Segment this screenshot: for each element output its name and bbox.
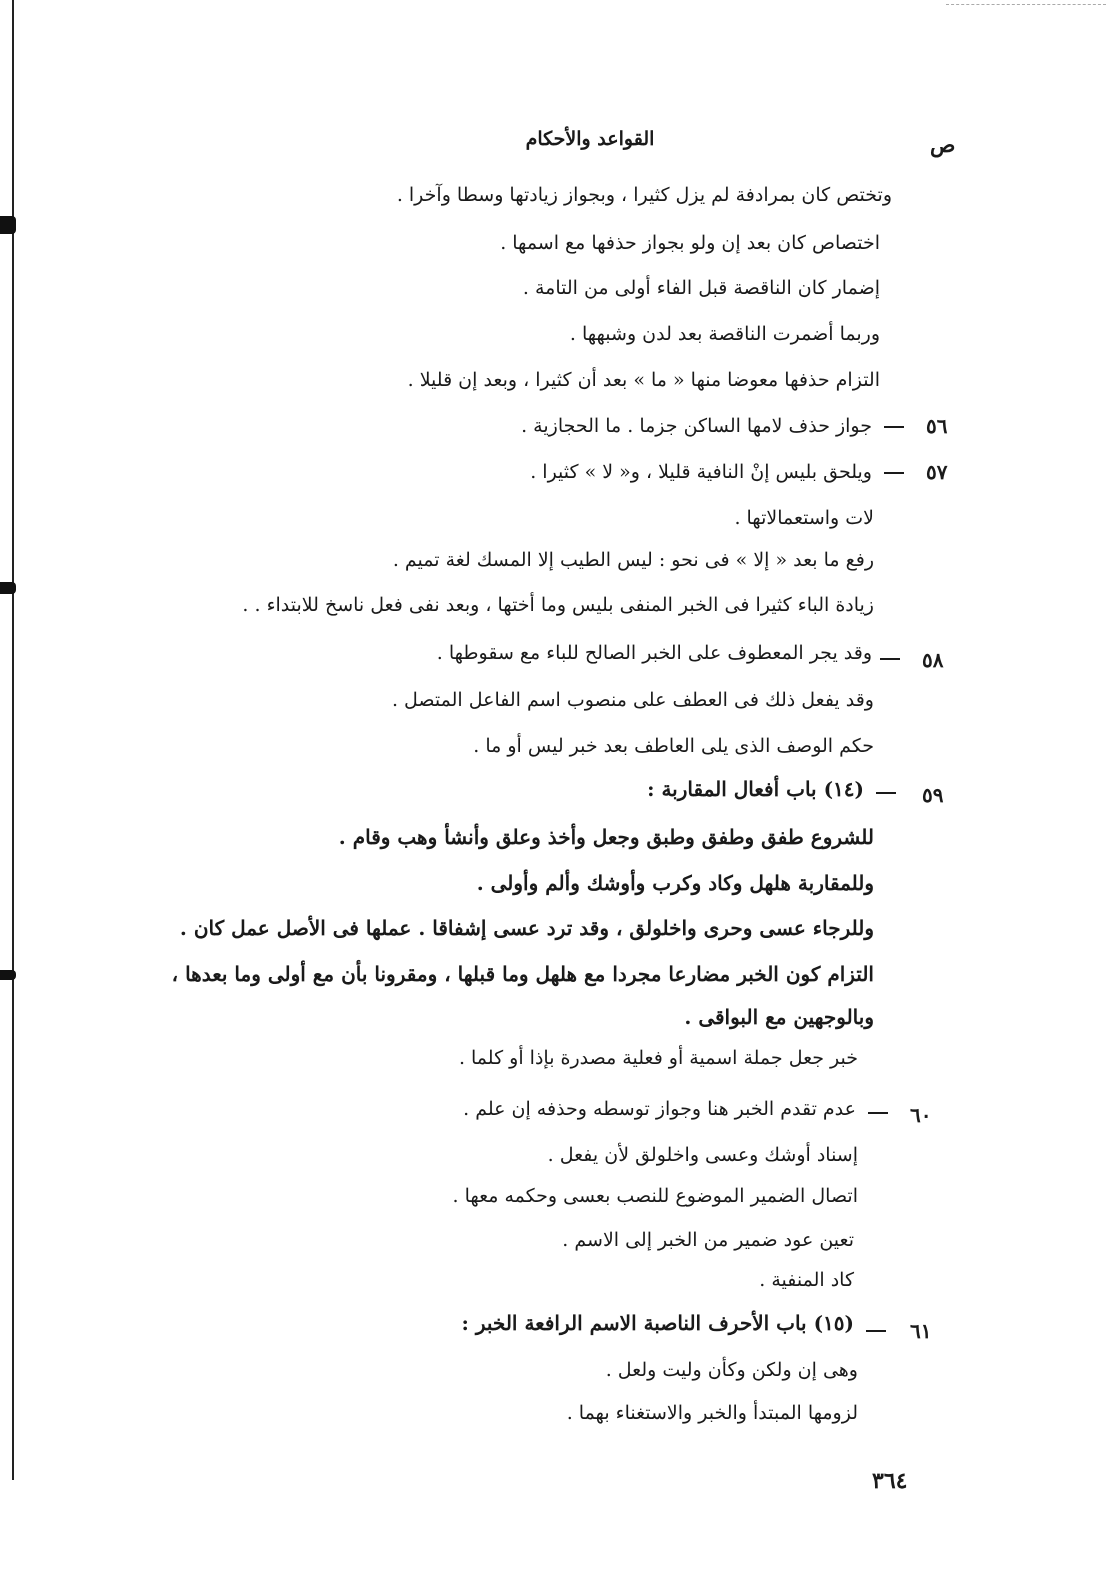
section-number: ٦١	[910, 1319, 932, 1343]
running-header-letter: ص	[930, 132, 956, 157]
text-line: وللرجاء عسى وحرى واخلولق ، وقد ترد عسى إشفاقا . عملها فى الأصل عمل كان .	[179, 916, 874, 940]
edge-mark	[0, 582, 16, 594]
dash	[868, 1112, 888, 1114]
text-line: عدم تقدم الخبر هنا وجواز توسطه وحذفه إن علم .	[463, 1098, 856, 1120]
text-line: وقد يجر المعطوف على الخبر الصالح للباء مع سقوطها .	[436, 642, 872, 664]
text-line: وللمقاربة هلهل وكاد وكرب وأوشك وألم وأولى .	[476, 871, 874, 895]
section-number: ٥٨	[922, 648, 944, 672]
dash	[884, 426, 904, 428]
page-number: ٣٦٤	[872, 1468, 908, 1494]
text-line: التزام حذفها معوضا منها « ما » بعد أن كثيرا ، وبعد إن قليلا .	[407, 369, 880, 391]
section-heading: (١٤) باب أفعال المقاربة :	[647, 777, 864, 801]
text-line: وبالوجهين مع البواقى .	[684, 1005, 874, 1029]
text-line: للشروع طفق وطفق وطبق وجعل وأخذ وعلق وأنشأ وهب وقام .	[338, 825, 874, 849]
text-line: تعين عود ضمير من الخبر إلى الاسم .	[562, 1229, 854, 1251]
section-number: ٥٧	[926, 460, 948, 484]
text-line: إضمار كان الناقصة قبل الفاء أولى من التامة .	[522, 277, 880, 299]
text-line: وقد يفعل ذلك فى العطف على منصوب اسم الفاعل المتصل .	[391, 689, 874, 711]
text-line: ويلحق بليس إنْ النافية قليلا ، و« لا » كثيرا .	[530, 461, 872, 483]
running-header-title: القواعد والأحكام	[525, 128, 655, 150]
edge-mark	[0, 216, 16, 234]
section-number: ٥٩	[922, 783, 944, 807]
text-line: وهى إن ولكن وكأن وليت ولعل .	[605, 1359, 858, 1381]
text-line: زيادة الباء كثيرا فى الخبر المنفى بليس وما أختها ، وبعد نفى فعل ناسخ للابتداء . .	[242, 594, 874, 616]
top-rule	[946, 4, 1106, 5]
text-line: إسناد أوشك وعسى واخلولق لأن يفعل .	[547, 1144, 858, 1166]
section-number: ٦٠	[910, 1103, 932, 1127]
dash	[876, 792, 896, 794]
text-line: كاد المنفية .	[759, 1269, 854, 1291]
edge-mark	[0, 970, 16, 980]
text-line: جواز حذف لامها الساكن جزما . ما الحجازية .	[521, 415, 872, 437]
text-line: لات واستعمالاتها .	[734, 507, 874, 529]
text-line: لزومها المبتدأ والخبر والاستغناء بهما .	[566, 1402, 858, 1424]
text-line: خبر جعل جملة اسمية أو فعلية مصدرة بإذا أو كلما .	[458, 1047, 858, 1069]
text-line: وربما أضمرت الناقصة بعد لدن وشبهها .	[569, 323, 880, 345]
text-line: اتصال الضمير الموضوع للنصب بعسى وحكمه معها .	[452, 1185, 858, 1207]
text-line: التزام كون الخبر مضارعا مجردا مع هلهل وما قبلها ، ومقرونا بأن مع أولى وما بعدها ،	[171, 962, 874, 986]
dash	[880, 658, 900, 660]
text-line: حكم الوصف الذى يلى العاطف بعد خبر ليس أو ما .	[473, 735, 874, 757]
dash	[884, 472, 904, 474]
section-number: ٥٦	[926, 414, 948, 438]
dash	[866, 1330, 886, 1332]
text-line: اختصاص كان بعد إن ولو بجواز حذفها مع اسمها .	[500, 232, 880, 254]
section-heading: (١٥) باب الأحرف الناصبة الاسم الرافعة الخبر :	[461, 1311, 854, 1335]
text-line: رفع ما بعد « إلا » فى نحو : ليس الطيب إلا المسك لغة تميم .	[392, 549, 874, 571]
text-line: وتختص كان بمرادفة لم يزل كثيرا ، وبجواز زيادتها وسطا وآخرا .	[396, 184, 892, 206]
